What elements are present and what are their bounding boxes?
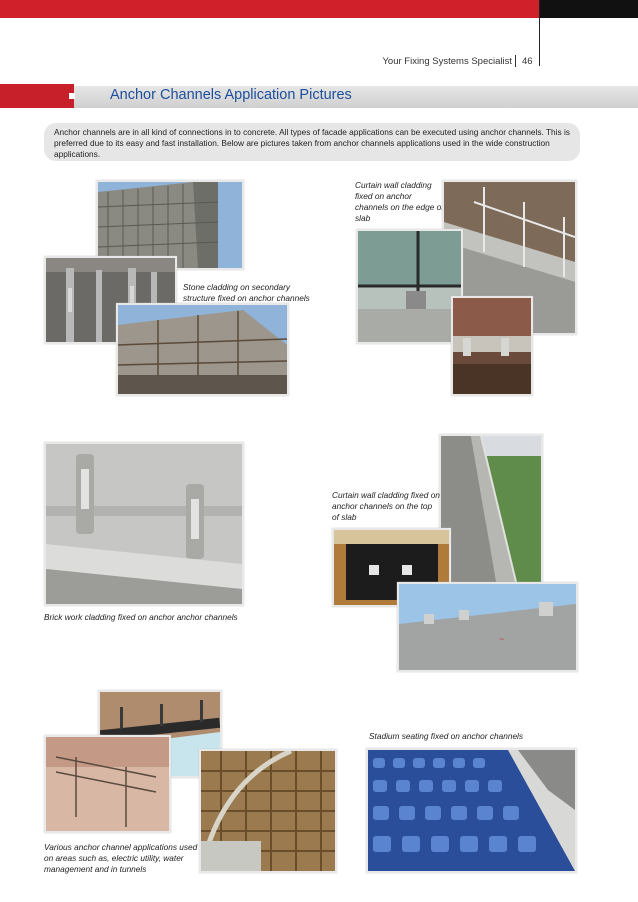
photo-slab-brackets: [451, 296, 533, 396]
section-banner-bullet: [69, 93, 75, 99]
caption-stadium: Stadium seating fixed on anchor channels: [369, 731, 524, 741]
photo-slab-underside: [397, 582, 578, 672]
photo-facade-scaffold: [116, 303, 289, 396]
page-number: 46: [522, 56, 533, 67]
header-separator: [515, 55, 516, 67]
section-banner-accent: [0, 84, 74, 108]
caption-curtain-wall-top: Curtain wall cladding fixed on anchor channels on the top of slab: [332, 490, 440, 522]
photo-brick-channels: [44, 442, 244, 606]
header-red-bar: [0, 0, 540, 18]
photo-slab-top: [439, 434, 543, 584]
intro-text: Anchor channels are in all kind of connections in to concrete. All types of facade applications can be executed using anchor channels. This is preferred due to its easy and fast installation. Below are pictures taken from anchor channels applications used in the wide construction applications.: [44, 123, 580, 161]
caption-various: Various anchor channel applications used on areas such as, electric utility, water management and in tunnels: [44, 842, 198, 874]
caption-curtain-wall-edge: Curtain wall cladding fixed on anchor channels on the edge of slab: [355, 180, 444, 223]
photo-stadium-seating: [366, 748, 577, 873]
header-black-bar: [540, 0, 638, 18]
caption-brick-work: Brick work cladding fixed on anchor anchor channels: [44, 612, 238, 622]
photo-curtain-wall-glass: [356, 229, 463, 344]
photo-tunnel-rebar: [199, 749, 337, 873]
photo-utility-room: [44, 735, 171, 833]
header-tagline: Your Fixing Systems Specialist: [382, 56, 512, 67]
svg-text:~: ~: [499, 634, 505, 644]
header-divider: [539, 0, 540, 66]
caption-stone-cladding: Stone cladding on secondary structure fixed on anchor channels: [183, 282, 310, 303]
section-title: Anchor Channels Application Pictures: [110, 87, 352, 103]
